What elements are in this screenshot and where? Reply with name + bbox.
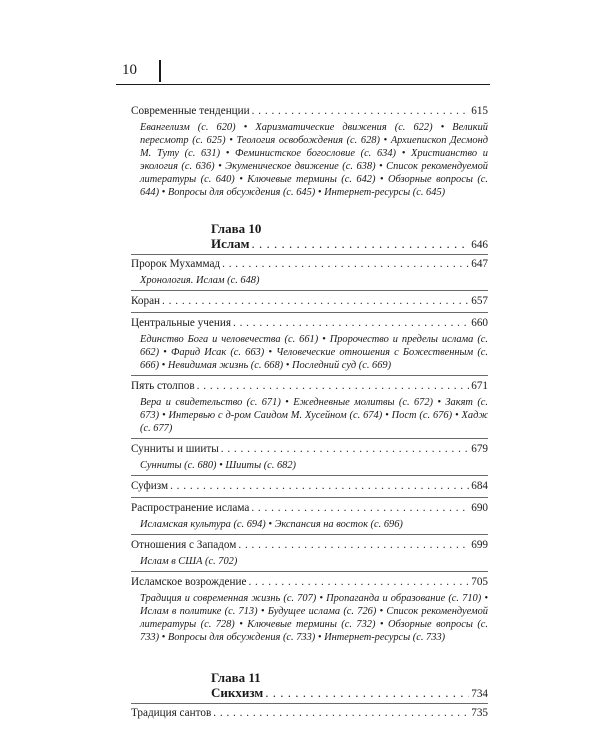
leader-dots <box>197 379 470 394</box>
chapter-10-page: 646 <box>471 239 488 251</box>
toc-subentries: Традиция и современная жизнь (с. 707) • Пропаганда и образование (с. 710) • Ислам в политике (с. 713) • Будущее ислама (с. 726) • Список рекомендуемой литературы (с. 728) • Ключевые термины (с. 732) • Обзорные вопросы (с. 733) • Вопросы для обсуждения (с. 733) • Интернет-ресурсы (с. 733) <box>140 593 488 643</box>
leader-dots <box>252 236 470 252</box>
chapter-10-label: Глава 10 <box>211 221 262 236</box>
toc-subentries: Сунниты (с. 680) • Шииты (с. 682) <box>140 460 297 471</box>
toc-subentries: Ислам в США (с. 702) <box>140 556 238 567</box>
toc-entry-spread[interactable] <box>131 501 488 531</box>
leader-dots <box>213 706 469 721</box>
divider <box>131 475 488 476</box>
toc-entry-page: 735 <box>471 707 488 719</box>
divider <box>131 703 488 704</box>
toc-entry-page: 660 <box>471 317 488 329</box>
toc-entry-title: Центральные учения <box>131 317 231 329</box>
toc-entry-west[interactable] <box>131 538 488 568</box>
toc-entry-saints[interactable] <box>131 706 488 721</box>
leader-dots <box>238 538 469 553</box>
toc-entry-revival[interactable] <box>131 575 488 644</box>
toc-subentries: Евангелизм (с. 620) • Харизматические движения (с. 622) • Великий пересмотр (с. 625) • Теология освобождения (с. 628) • Архиепископ Десмонд М. Туту (с. 631) • Феминистское богословие (с. 634) • Христианство и экология (с. 636) • Экуменическое движение (с. 638) • Список рекомендуемой литературы (с. 640) • Ключевые термины (с. 642) • Обзорные вопросы (с. 644) • Вопросы для обсуждения (с. 645) • Интернет-ресурсы (с. 645) <box>140 122 488 198</box>
toc-entry-page: 671 <box>471 380 488 392</box>
toc-entry-title: Суфизм <box>131 480 169 492</box>
divider <box>131 375 488 376</box>
chapter-11-title: Сикхизм <box>211 685 264 700</box>
toc-entry-teachings[interactable] <box>131 316 488 372</box>
leader-dots <box>265 685 469 701</box>
toc-entry-page: 705 <box>471 576 488 588</box>
leader-dots <box>252 104 470 119</box>
chapter-11-page: 734 <box>471 688 488 700</box>
leader-dots <box>233 316 469 331</box>
toc-entry-title: Коран <box>131 295 161 307</box>
divider <box>131 290 488 291</box>
divider <box>131 497 488 498</box>
toc-entry-title: Исламское возрождение <box>131 576 247 588</box>
toc-entry-sunni-shia[interactable] <box>131 442 488 472</box>
toc-entry-page: 679 <box>471 443 488 455</box>
toc-entry-page: 657 <box>471 295 488 307</box>
toc-entry-quran[interactable] <box>131 294 488 309</box>
toc-entry-page: 699 <box>471 539 488 551</box>
toc-entry-title: Распространение ислама <box>131 502 250 514</box>
toc-entry-title: Современные тенденции <box>131 105 250 117</box>
toc-entry-title: Традиция сантов <box>131 707 212 719</box>
toc-entry-modern-trends[interactable] <box>131 104 488 199</box>
toc-entry-prophet[interactable] <box>131 257 488 287</box>
toc-entry-title: Пять столпов <box>131 380 195 392</box>
toc-entry-page: 684 <box>471 480 488 492</box>
divider <box>131 254 488 255</box>
header-divider <box>159 60 161 82</box>
toc-entry-title: Отношения с Западом <box>131 539 237 551</box>
toc-subentries: Хронология. Ислам (с. 648) <box>140 275 260 286</box>
toc-entry-page: 615 <box>471 105 488 117</box>
leader-dots <box>162 294 469 309</box>
toc-entry-title: Пророк Мухаммад <box>131 258 221 270</box>
leader-dots <box>170 479 469 494</box>
leader-dots <box>251 501 469 516</box>
chapter-10-title-line[interactable] <box>131 236 488 252</box>
toc-subentries: Единство Бога и человечества (с. 661) • Пророчество и пределы ислама (с. 662) • Фарид Исак (с. 663) • Человеческие отношения с Божественным (с. 666) • Невидимая жизнь (с. 668) • Последний суд (с. 669) <box>140 334 488 371</box>
header-rule <box>116 84 490 85</box>
divider <box>131 312 488 313</box>
chapter-11-label: Глава 11 <box>211 670 261 685</box>
divider <box>131 534 488 535</box>
toc-entry-page: 690 <box>471 502 488 514</box>
leader-dots <box>221 442 469 457</box>
divider <box>131 571 488 572</box>
page-number: 10 <box>122 62 137 78</box>
toc-entry-sufism[interactable] <box>131 479 488 494</box>
leader-dots <box>222 257 469 272</box>
toc-entry-title: Сунниты и шииты <box>131 443 219 455</box>
chapter-10-title: Ислам <box>211 236 250 251</box>
table-of-contents <box>131 104 488 721</box>
divider <box>131 438 488 439</box>
toc-entry-page: 647 <box>471 258 488 270</box>
toc-entry-pillars[interactable] <box>131 379 488 435</box>
toc-subentries: Исламская культура (с. 694) • Экспансия на восток (с. 696) <box>140 519 403 530</box>
toc-subentries: Вера и свидетельство (с. 671) • Ежедневные молитвы (с. 672) • Закят (с. 673) • Интервью с д-ром Саидом М. Хусейном (с. 674) • Пост (с. 676) • Хадж (с. 677) <box>140 397 488 434</box>
leader-dots <box>248 575 469 590</box>
chapter-11-title-line[interactable] <box>131 685 488 701</box>
